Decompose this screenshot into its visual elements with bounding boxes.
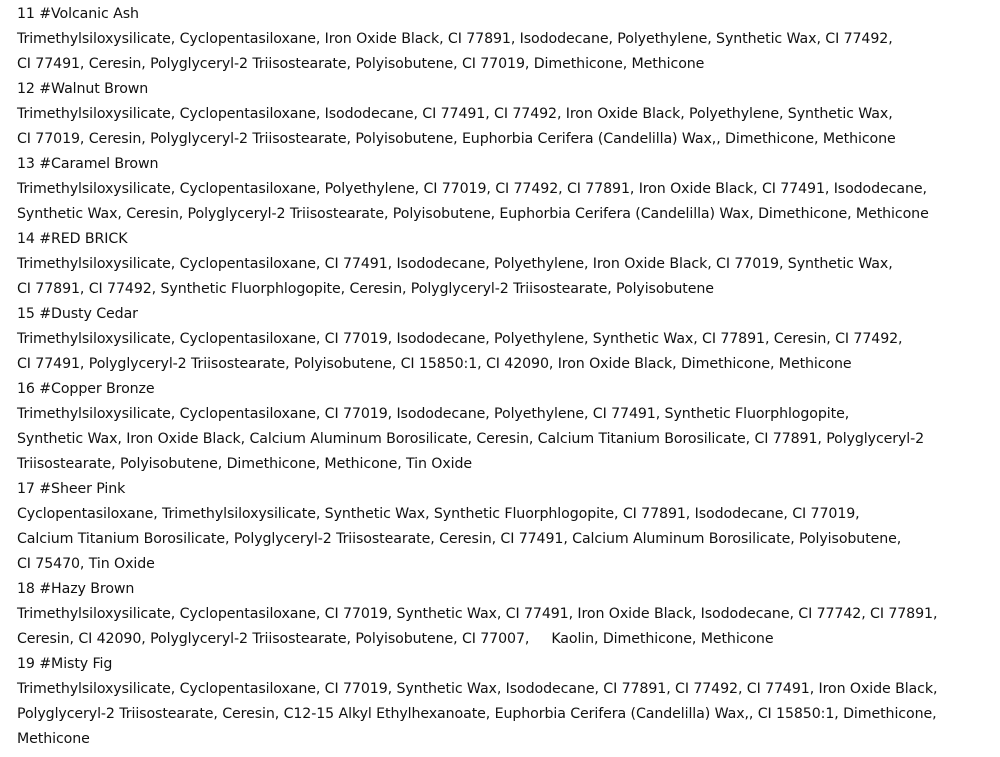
ingredients-line: CI 77891, CI 77492, Synthetic Fluorphlogopite, Ceresin, Polyglyceryl-2 Triisostearate, Polyisobutene [17, 281, 714, 297]
product-title: 18 #Hazy Brown [17, 581, 135, 597]
ingredients-line: Ceresin, CI 42090, Polyglyceryl-2 Triisostearate, Polyisobutene, CI 77007, Kaolin, Dimethicone, Methicone [17, 631, 774, 647]
ingredients-line: Polyglyceryl-2 Triisostearate, Ceresin, C12-15 Alkyl Ethylhexanoate, Euphorbia Cerifera (Candelilla) Wax,, CI 15850:1, Dimethicone, [17, 706, 937, 722]
product-title: 14 #RED BRICK [17, 231, 128, 247]
product-entry-12 [17, 77, 992, 152]
product-entry-17 [17, 477, 992, 577]
ingredients-line: CI 75470, Tin Oxide [17, 556, 155, 572]
product-title: 13 #Caramel Brown [17, 156, 159, 172]
ingredients-line: Trimethylsiloxysilicate, Cyclopentasiloxane, CI 77019, Isododecane, Polyethylene, CI 77491, Synthetic Fluorphlogopite, [17, 406, 850, 422]
product-title: 17 #Sheer Pink [17, 481, 126, 497]
ingredients-line: Trimethylsiloxysilicate, Cyclopentasiloxane, CI 77019, Synthetic Wax, CI 77491, Iron Oxide Black, Isododecane, CI 77742, CI 77891, [17, 606, 938, 622]
product-entry-18 [17, 577, 992, 652]
ingredients-line: Trimethylsiloxysilicate, Cyclopentasiloxane, CI 77019, Synthetic Wax, Isododecane, CI 77891, CI 77492, CI 77491, Iron Oxide Black, [17, 681, 938, 697]
product-title: 15 #Dusty Cedar [17, 306, 138, 322]
ingredients-line: Cyclopentasiloxane, Trimethylsiloxysilicate, Synthetic Wax, Synthetic Fluorphlogopite, CI 77891, Isododecane, CI 77019, [17, 506, 860, 522]
ingredients-line: Synthetic Wax, Iron Oxide Black, Calcium Aluminum Borosilicate, Ceresin, Calcium Titanium Borosilicate, CI 77891, Polyglyceryl-2 [17, 431, 925, 447]
product-entry-15 [17, 302, 992, 377]
ingredient-list-document [17, 2, 992, 752]
ingredients-line: CI 77491, Ceresin, Polyglyceryl-2 Triisostearate, Polyisobutene, CI 77019, Dimethicone, Methicone [17, 56, 705, 72]
product-title: 16 #Copper Bronze [17, 381, 155, 397]
ingredients-line: Synthetic Wax, Ceresin, Polyglyceryl-2 Triisostearate, Polyisobutene, Euphorbia Cerifera (Candelilla) Wax, Dimethicone, Methicone [17, 206, 929, 222]
ingredients-line: Calcium Titanium Borosilicate, Polyglyceryl-2 Triisostearate, Ceresin, CI 77491, Calcium Aluminum Borosilicate, Polyisobutene, [17, 531, 902, 547]
ingredients-line: Trimethylsiloxysilicate, Cyclopentasiloxane, CI 77491, Isododecane, Polyethylene, Iron Oxide Black, CI 77019, Synthetic Wax, [17, 256, 893, 272]
product-title: 19 #Misty Fig [17, 656, 113, 672]
product-entry-14 [17, 227, 992, 302]
ingredients-line: CI 77491, Polyglyceryl-2 Triisostearate, Polyisobutene, CI 15850:1, CI 42090, Iron Oxide Black, Dimethicone, Methicone [17, 356, 852, 372]
product-entry-19 [17, 652, 992, 752]
ingredients-line: CI 77019, Ceresin, Polyglyceryl-2 Triisostearate, Polyisobutene, Euphorbia Cerifera (Candelilla) Wax,, Dimethicone, Methicone [17, 131, 896, 147]
ingredients-line: Trimethylsiloxysilicate, Cyclopentasiloxane, Polyethylene, CI 77019, CI 77492, CI 77891, Iron Oxide Black, CI 77491, Isododecane, [17, 181, 927, 197]
ingredients-line: Trimethylsiloxysilicate, Cyclopentasiloxane, CI 77019, Isododecane, Polyethylene, Synthetic Wax, CI 77891, Ceresin, CI 77492, [17, 331, 903, 347]
ingredients-line: Triisostearate, Polyisobutene, Dimethicone, Methicone, Tin Oxide [17, 456, 473, 472]
product-title: 11 #Volcanic Ash [17, 6, 139, 22]
product-title: 12 #Walnut Brown [17, 81, 149, 97]
ingredients-line: Methicone [17, 731, 90, 747]
ingredients-line: Trimethylsiloxysilicate, Cyclopentasiloxane, Isododecane, CI 77491, CI 77492, Iron Oxide Black, Polyethylene, Synthetic Wax, [17, 106, 893, 122]
ingredients-line: Trimethylsiloxysilicate, Cyclopentasiloxane, Iron Oxide Black, CI 77891, Isododecane, Polyethylene, Synthetic Wax, CI 77492, [17, 31, 893, 47]
product-entry-11 [17, 2, 992, 77]
product-entry-13 [17, 152, 992, 227]
product-entry-16 [17, 377, 992, 477]
